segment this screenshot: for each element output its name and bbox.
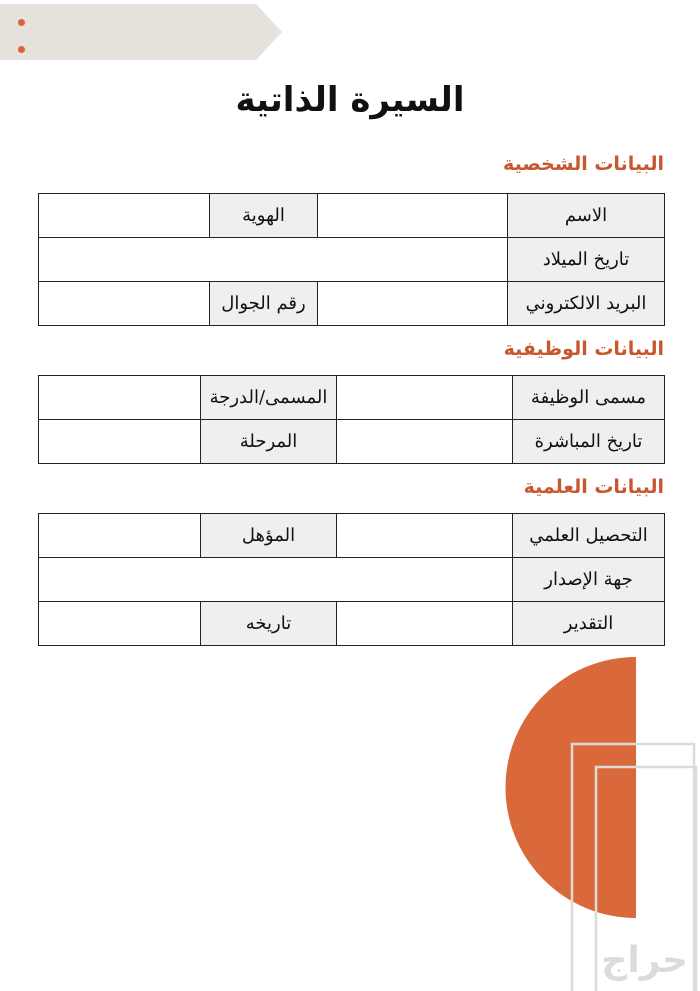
qualification-label: المؤهل (201, 514, 337, 558)
grade-date-label: تاريخه (201, 602, 337, 646)
start-date-label: تاريخ المباشرة (513, 420, 665, 464)
degree-label: التحصيل العلمي (513, 514, 665, 558)
email-label: البريد الالكتروني (508, 282, 665, 326)
personal-section-heading: البيانات الشخصية (503, 153, 664, 175)
rank-label: المسمى/الدرجة (201, 376, 337, 420)
level-label: المرحلة (201, 420, 337, 464)
grade-label: التقدير (513, 602, 665, 646)
name-label: الاسم (508, 194, 665, 238)
watermark-logo: حراج (601, 940, 688, 981)
page-title: السيرة الذاتية (235, 80, 465, 120)
education-section-heading: البيانات العلمية (523, 476, 664, 498)
job-section-heading: البيانات الوظيفية (503, 338, 664, 360)
issuer-label: جهة الإصدار (513, 558, 665, 602)
birth-date-label: تاريخ الميلاد (508, 238, 665, 282)
id-label: الهوية (210, 194, 318, 238)
mobile-label: رقم الجوال (210, 282, 318, 326)
job-title-label: مسمى الوظيفة (513, 376, 665, 420)
